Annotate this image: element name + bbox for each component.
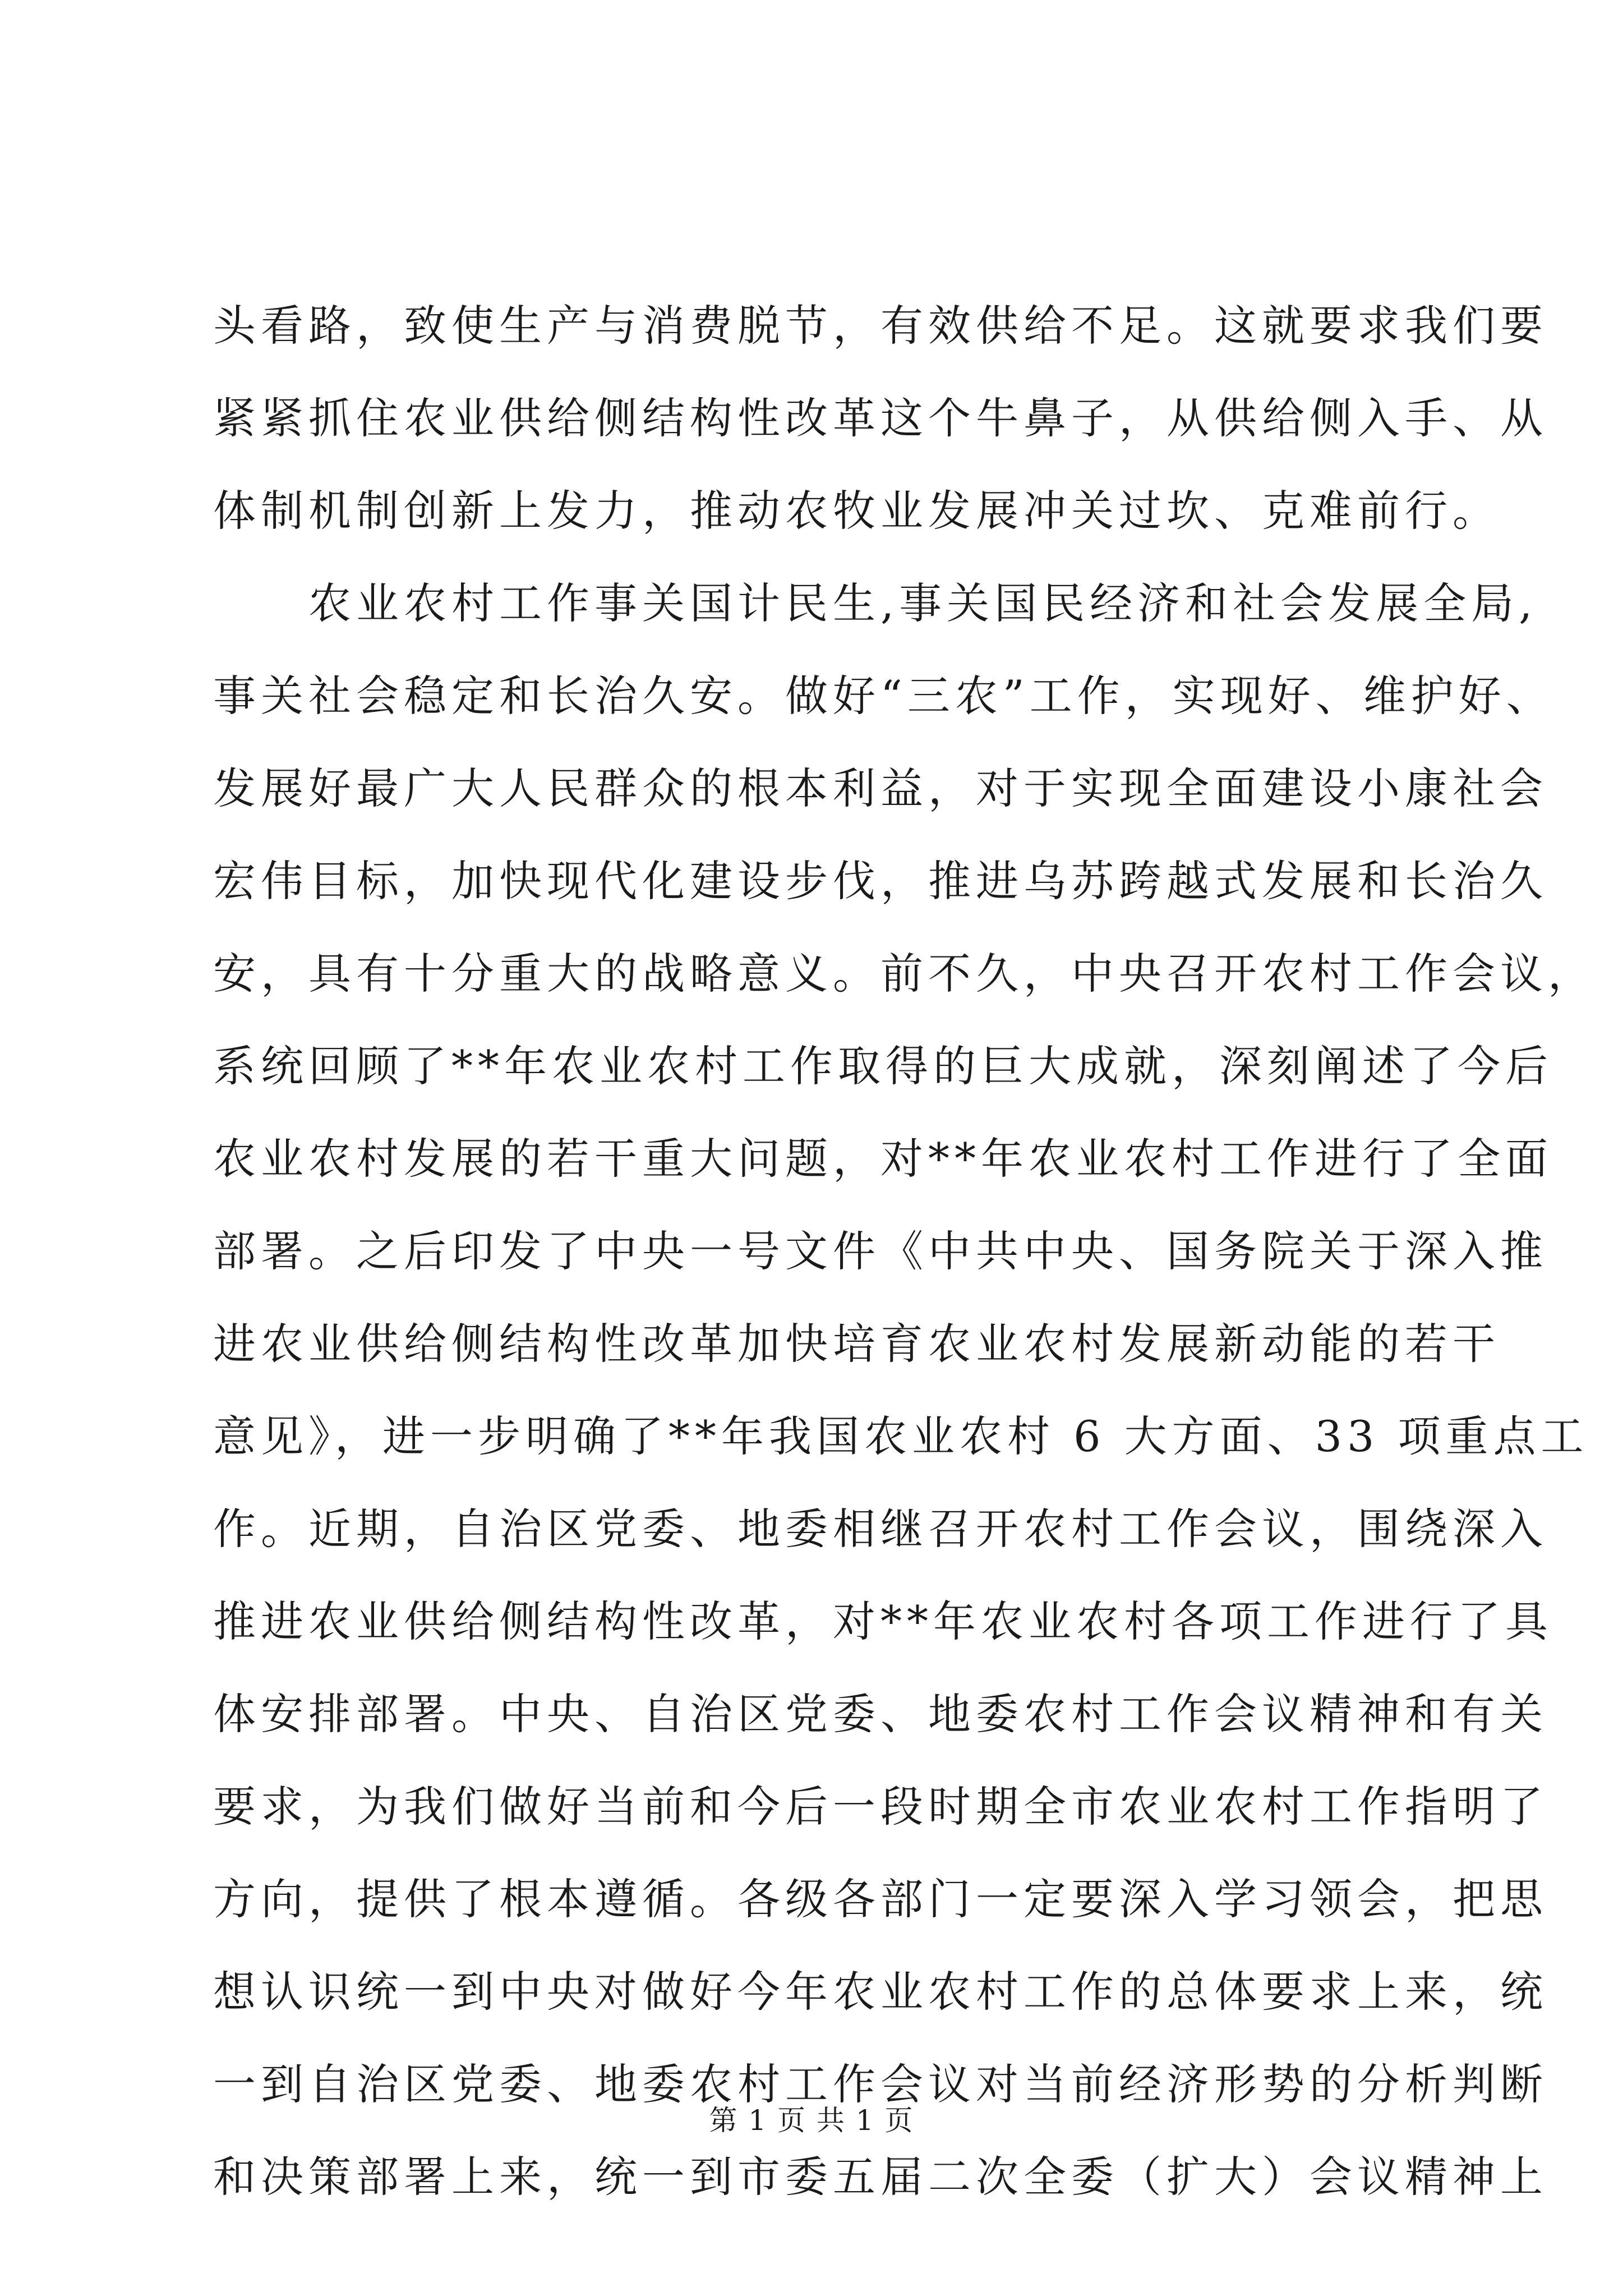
text-line: 一到自治区党委、地委农村工作会议对当前经济形势的分析判断 [213, 2059, 1548, 2109]
text-line: 方向，提供了根本遵循。各级各部门一定要深入学习领会，把思 [213, 1874, 1548, 1924]
text-line: 农业农村发展的若干重大问题，对**年农业农村工作进行了全面 [213, 1134, 1553, 1184]
text-line: 体安排部署。中央、自治区党委、地委农村工作会议精神和有关 [213, 1689, 1548, 1739]
text-line: 安，具有十分重大的战略意义。前不久，中央召开农村工作会议， [213, 949, 1596, 999]
text-line: 意见》，进一步明确了**年我国农业农村 6 大方面、33 项重点工 [213, 1411, 1589, 1461]
text-line: 头看路，致使生产与消费脱节，有效供给不足。这就要求我们要 [213, 301, 1548, 351]
text-line: 体制机制创新上发力，推动农牧业发展冲关过坎、克难前行。 [213, 486, 1500, 536]
text-line: 想认识统一到中央对做好今年农业农村工作的总体要求上来，统 [213, 1967, 1548, 2017]
text-line: 系统回顾了**年农业农村工作取得的巨大成就，深刻阐述了今后 [213, 1041, 1553, 1091]
body-text [213, 279, 1596, 2223]
paragraph-first-line: 农业农村工作事关国计民生,事关国民经济和社会发展全局, [308, 578, 1538, 628]
text-line: 紧紧抓住农业供给侧结构性改革这个牛鼻子，从供给侧入手、从 [213, 393, 1548, 443]
text-line: 发展好最广大人民群众的根本利益，对于实现全面建设小康社会 [213, 763, 1548, 813]
text-line: 作。近期，自治区党委、地委相继召开农村工作会议，围绕深入 [213, 1504, 1548, 1554]
text-line: 宏伟目标，加快现代化建设步伐，推进乌苏跨越式发展和长治久 [213, 856, 1548, 906]
text-line: 部署。之后印发了中央一号文件《中共中央、国务院关于深入推 [213, 1226, 1548, 1276]
text-line: 事关社会稳定和长治久安。做好“三农”工作，实现好、维护好、 [213, 671, 1554, 721]
text-line: 进农业供给侧结构性改革加快培育农业农村发展新动能的若干 [213, 1319, 1500, 1369]
text-line: 和决策部署上来，统一到市委五届二次全委（扩大）会议精神上 [213, 2152, 1548, 2202]
text-line: 推进农业供给侧结构性改革，对**年农业农村各项工作进行了具 [213, 1596, 1553, 1646]
page-footer: 第 1 页 共 1 页 [709, 2104, 914, 2137]
text-line: 要求，为我们做好当前和今后一段时期全市农业农村工作指明了 [213, 1782, 1548, 1832]
